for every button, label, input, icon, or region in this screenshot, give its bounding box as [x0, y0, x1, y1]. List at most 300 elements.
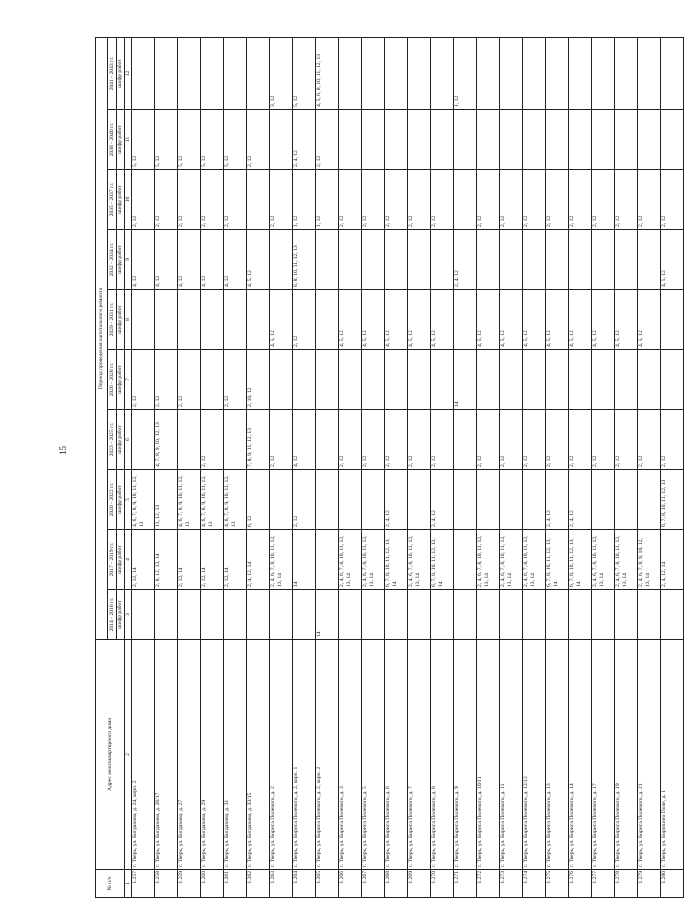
row-address: г. Тверь, ул. Бориса Полевого, д. 21: [638, 640, 661, 870]
work-code-cell: [454, 170, 477, 230]
work-code-cell: 2, 4, 6, 7, 8, 9, 10, 12, 13, 14: [638, 530, 661, 590]
work-code-cell: [316, 230, 339, 290]
row-number: 1.258: [155, 870, 178, 898]
work-code-cell: [454, 470, 477, 530]
work-code-cell: [615, 470, 638, 530]
work-code-cell: [661, 38, 684, 110]
work-code-cell: [155, 290, 178, 350]
work-code-cell: [500, 38, 523, 110]
header-period-group: Период проведения капитального ремонта: [96, 38, 108, 640]
work-code-cell: 2, 12, 14: [224, 530, 247, 590]
work-code-cell: 11, 12, 13: [155, 470, 178, 530]
work-code-cell: [592, 590, 615, 640]
work-code-cell: 2, 12: [661, 170, 684, 230]
work-code-cell: [615, 230, 638, 290]
row-number: 1.264: [293, 870, 316, 898]
work-code-cell: 2, 12: [155, 350, 178, 410]
work-code-cell: [316, 290, 339, 350]
work-code-cell: 2, 12: [408, 170, 431, 230]
column-number: 8: [125, 290, 132, 350]
row-number: 1.262: [247, 870, 270, 898]
page-number: 15: [58, 446, 68, 455]
work-code-cell: [661, 350, 684, 410]
work-code-cell: [408, 590, 431, 640]
work-code-cell: 2, 4, 12: [385, 470, 408, 530]
row-address: г. Тверь, ул. Бориса Полевого, д. 2, корп. 2: [316, 640, 339, 870]
table-row: [477, 38, 500, 898]
header-code: шифр работ: [117, 410, 125, 470]
work-code-cell: 2, 12: [270, 170, 293, 230]
work-code-cell: [500, 590, 523, 640]
work-code-cell: [316, 530, 339, 590]
work-code-cell: 2, 4, 6, 7, 8, 10, 11, 12, 13, 14: [523, 530, 546, 590]
row-number: 1.277: [592, 870, 615, 898]
work-code-cell: [638, 110, 661, 170]
work-code-cell: 2, 12: [385, 170, 408, 230]
work-code-cell: 4, 5, 12: [661, 230, 684, 290]
work-code-cell: 2, 12: [339, 170, 362, 230]
column-number: 9: [125, 230, 132, 290]
work-code-cell: 2, 4, 6, 7, 8, 10, 11, 12, 13, 14: [477, 530, 500, 590]
work-code-cell: 14: [316, 590, 339, 640]
work-code-cell: [477, 470, 500, 530]
work-code-cell: 2, 4, 12: [431, 470, 454, 530]
table-row: [408, 38, 431, 898]
table-row: [316, 38, 339, 898]
work-code-cell: [638, 38, 661, 110]
work-code-cell: 2, 8, 12, 13, 14: [155, 530, 178, 590]
work-code-cell: [155, 590, 178, 640]
work-code-cell: [477, 590, 500, 640]
work-code-cell: [316, 470, 339, 530]
work-code-cell: 2, 12: [385, 410, 408, 470]
table-row: [132, 38, 155, 898]
table-row: [615, 38, 638, 898]
work-code-cell: 2, 4, 12: [546, 470, 569, 530]
work-code-cell: 2, 12: [638, 410, 661, 470]
row-number: 1.260: [201, 870, 224, 898]
work-code-cell: 2, 12: [178, 350, 201, 410]
work-code-cell: [339, 38, 362, 110]
table-row: [224, 38, 247, 898]
work-code-cell: 6, 7, 8, 10, 11, 12, 13, 14: [431, 530, 454, 590]
work-code-cell: 4, 12: [132, 230, 155, 290]
work-code-cell: 2, 12: [523, 410, 546, 470]
work-code-cell: [546, 230, 569, 290]
work-code-cell: [247, 290, 270, 350]
row-address: г. Тверь, ул. Бориса Полевого, д. 5: [362, 640, 385, 870]
column-number: 10: [125, 170, 132, 230]
work-code-cell: 2, 4, 12: [454, 230, 477, 290]
table-row: [201, 38, 224, 898]
work-code-cell: 4, 5, 12: [569, 290, 592, 350]
work-code-cell: [224, 590, 247, 640]
row-address: г. Тверь, ул. Богданова, д. 33/15: [247, 640, 270, 870]
work-code-cell: [132, 38, 155, 110]
work-code-cell: [201, 290, 224, 350]
work-code-cell: [362, 350, 385, 410]
work-code-cell: [339, 470, 362, 530]
row-address: г. Тверь, ул. Бориса Полевого, д. 12/12: [523, 640, 546, 870]
work-code-cell: 5, 12: [201, 110, 224, 170]
work-code-cell: 2, 4, 12: [293, 110, 316, 170]
table-row: [339, 38, 362, 898]
work-code-cell: [201, 590, 224, 640]
work-code-cell: 2, 4, 6, 7, 8, 10, 11, 12, 13, 14: [362, 530, 385, 590]
work-code-cell: 4, 5, 12: [638, 290, 661, 350]
row-number: 1.261: [224, 870, 247, 898]
work-code-cell: 2, 12: [362, 410, 385, 470]
header-address: Адрес многоквартирного дома: [96, 640, 125, 870]
work-code-cell: 2, 12, 14: [201, 530, 224, 590]
row-number: 1.266: [339, 870, 362, 898]
work-code-cell: 5, 12: [132, 110, 155, 170]
header-code: шифр работ: [117, 170, 125, 230]
header-period: 2023 - 2025 гг.: [108, 410, 117, 470]
work-code-cell: 2, 12: [546, 410, 569, 470]
row-number: 1.267: [362, 870, 385, 898]
work-code-cell: [132, 290, 155, 350]
work-code-cell: 2, 4, 12, 14: [661, 530, 684, 590]
work-code-cell: 4, 5, 12: [615, 290, 638, 350]
work-code-cell: [546, 590, 569, 640]
work-code-cell: [385, 110, 408, 170]
work-code-cell: [178, 290, 201, 350]
work-code-cell: 2, 12: [224, 170, 247, 230]
header-code: шифр работ: [117, 110, 125, 170]
work-code-cell: 2, 10, 12: [247, 350, 270, 410]
table-row: [569, 38, 592, 898]
row-address: г. Тверь, ул. Бориса Полевого, д. 19: [615, 640, 638, 870]
row-address: г. Тверь, ул. Богданова, д. 26/17: [155, 640, 178, 870]
work-code-cell: [454, 110, 477, 170]
work-code-cell: [454, 290, 477, 350]
work-code-cell: 4, 6, 7, 8, 9, 10, 11, 12, 13: [178, 470, 201, 530]
row-number: 1.263: [270, 870, 293, 898]
work-code-cell: [638, 230, 661, 290]
row-address: г. Тверь, ул. Бориса Полевого, д. 13: [546, 640, 569, 870]
work-code-cell: 2, 12: [155, 170, 178, 230]
work-code-cell: [431, 350, 454, 410]
header-code: шифр работ: [117, 350, 125, 410]
row-number: 1.270: [431, 870, 454, 898]
work-code-cell: 2, 12: [408, 410, 431, 470]
row-address: г. Тверь, ул. Бориса Полевого, д. 7: [408, 640, 431, 870]
work-code-cell: 2, 12: [638, 170, 661, 230]
row-address: г. Тверь, ул. Бориса Полевого, д. 3: [339, 640, 362, 870]
column-number: 3: [125, 590, 132, 640]
row-address: г. Тверь, ул. Богданова, д. 27: [178, 640, 201, 870]
work-code-cell: 2, 12: [362, 170, 385, 230]
work-code-cell: [385, 38, 408, 110]
work-code-cell: [270, 470, 293, 530]
work-code-cell: [339, 350, 362, 410]
row-number: 1.257: [132, 870, 155, 898]
work-code-cell: [592, 350, 615, 410]
work-code-cell: 5, 12: [178, 110, 201, 170]
work-code-cell: [523, 230, 546, 290]
work-code-cell: 2, 12: [523, 170, 546, 230]
work-code-cell: 2, 4, 12, 14: [247, 530, 270, 590]
work-code-cell: 4, 6, 7, 8, 9, 10, 11, 12, 13: [224, 470, 247, 530]
work-code-cell: [408, 38, 431, 110]
work-code-cell: [178, 410, 201, 470]
row-address: г. Тверь, ул. Бориса Полевого, д. 8: [431, 640, 454, 870]
row-address: г. Тверь, ул. Бориса Полевого, д. 11: [500, 640, 523, 870]
row-address: г. Тверь, ул. Бориса Полевого, д. 14: [569, 640, 592, 870]
row-number: 1.278: [615, 870, 638, 898]
column-number: 12: [125, 38, 132, 110]
work-code-cell: 1, 12: [293, 170, 316, 230]
work-code-cell: 2, 4, 6, 7, 8, 10, 11, 12, 13, 14: [408, 530, 431, 590]
work-code-cell: 6, 12: [247, 470, 270, 530]
header-period: 2032 - 2034 гг.: [108, 230, 117, 290]
work-code-cell: [247, 170, 270, 230]
work-code-cell: 4, 5, 12: [408, 290, 431, 350]
work-code-cell: 2, 12: [615, 170, 638, 230]
work-code-cell: 2, 12: [546, 170, 569, 230]
work-code-cell: 4, 5, 12: [270, 290, 293, 350]
work-code-cell: 2, 4, 12: [569, 470, 592, 530]
column-number: 7: [125, 350, 132, 410]
work-code-cell: 4, 5, 12: [592, 290, 615, 350]
work-code-cell: 5, 12: [224, 110, 247, 170]
work-code-cell: [477, 350, 500, 410]
table-row: [523, 38, 546, 898]
work-code-cell: [454, 410, 477, 470]
row-address: г. Тверь, ул. Бориса Полевого, д. 2: [270, 640, 293, 870]
table-row: [638, 38, 661, 898]
table-row: [293, 38, 316, 898]
header-period: 2026 - 2028 гг.: [108, 350, 117, 410]
work-code-cell: [638, 350, 661, 410]
work-code-cell: 2, 12: [661, 410, 684, 470]
work-code-cell: [661, 110, 684, 170]
work-code-cell: [500, 230, 523, 290]
row-number: 1.271: [454, 870, 477, 898]
work-code-cell: [316, 410, 339, 470]
work-code-cell: 2, 4, 6, 7, 8, 10, 11, 12, 13, 14: [339, 530, 362, 590]
table-body: [132, 38, 684, 898]
header-num: № п/п: [96, 870, 125, 898]
work-code-cell: [454, 530, 477, 590]
work-code-cell: [546, 110, 569, 170]
work-code-cell: 2, 12: [178, 170, 201, 230]
work-code-cell: 4, 5, 12: [362, 290, 385, 350]
work-code-cell: [615, 590, 638, 640]
row-number: 1.259: [178, 870, 201, 898]
work-code-cell: [638, 470, 661, 530]
work-code-cell: [615, 350, 638, 410]
row-address: г. Тверь, ул. Бориса Полевого, д. 2, корп. 1: [293, 640, 316, 870]
work-code-cell: [615, 38, 638, 110]
work-code-cell: [224, 38, 247, 110]
work-code-cell: [339, 110, 362, 170]
header-period: 2038 - 2040 гг.: [108, 110, 117, 170]
work-code-cell: 2, 4, 6, 7, 8, 10, 11, 12, 13, 14: [615, 530, 638, 590]
table-row: [500, 38, 523, 898]
row-number: 1.268: [385, 870, 408, 898]
work-code-cell: [523, 470, 546, 530]
work-code-cell: 2, 12: [615, 410, 638, 470]
work-code-cell: [431, 590, 454, 640]
row-address: г. Тверь, ул. Бориса Полевого, д. 17: [592, 640, 615, 870]
work-code-cell: [638, 590, 661, 640]
work-code-cell: 6, 8, 10, 11, 12, 13: [293, 230, 316, 290]
work-code-cell: 4, 5, 12: [247, 230, 270, 290]
work-code-cell: 1, 12: [454, 38, 477, 110]
header-code: шифр работ: [117, 230, 125, 290]
work-code-cell: [569, 350, 592, 410]
row-address: г. Тверь, ул. Богданова, д. 31: [224, 640, 247, 870]
work-code-cell: 2, 12: [224, 350, 247, 410]
work-code-cell: 4, 12: [201, 230, 224, 290]
row-address: г. Тверь, ул. Богданова, д. 29: [201, 640, 224, 870]
work-code-cell: [523, 110, 546, 170]
work-code-cell: 2, 12: [339, 410, 362, 470]
header-code: шифр работ: [117, 38, 125, 110]
work-code-cell: [385, 230, 408, 290]
header-code: шифр работ: [117, 530, 125, 590]
work-code-cell: [569, 230, 592, 290]
work-code-cell: 4, 5, 12: [546, 290, 569, 350]
column-number: 1: [125, 870, 132, 898]
row-number: 1.274: [523, 870, 546, 898]
work-code-cell: 2, 12: [477, 410, 500, 470]
table-row: [661, 38, 684, 898]
work-code-cell: [592, 38, 615, 110]
work-code-cell: [431, 230, 454, 290]
work-code-cell: 2, 12: [569, 170, 592, 230]
work-code-cell: [270, 590, 293, 640]
work-code-cell: 2, 12: [270, 410, 293, 470]
work-code-cell: [224, 290, 247, 350]
header-code: шифр работ: [117, 590, 125, 640]
work-code-cell: 7, 8, 9, 11, 12, 13: [247, 410, 270, 470]
work-code-cell: 2, 12: [201, 410, 224, 470]
work-code-cell: [523, 350, 546, 410]
work-code-cell: 6, 7, 8, 10, 11, 12, 13, 14: [569, 530, 592, 590]
table-row: [592, 38, 615, 898]
work-code-cell: [362, 230, 385, 290]
row-address: г. Тверь, ул. Бориса Полевого, д. 10/11: [477, 640, 500, 870]
work-code-cell: [546, 38, 569, 110]
row-number: 1.265: [316, 870, 339, 898]
work-code-cell: 4, 12: [155, 230, 178, 290]
work-code-cell: 2, 12: [431, 170, 454, 230]
row-number: 1.272: [477, 870, 500, 898]
work-code-cell: [500, 470, 523, 530]
work-code-cell: 5, 12: [293, 38, 316, 110]
work-code-cell: 2, 12: [477, 170, 500, 230]
work-code-cell: [500, 350, 523, 410]
header-period: 2035 - 2037 гг.: [108, 170, 117, 230]
work-code-cell: [592, 470, 615, 530]
work-code-cell: 2, 12, 14: [132, 530, 155, 590]
work-code-cell: [247, 38, 270, 110]
work-code-cell: [408, 110, 431, 170]
work-code-cell: 4, 5, 12: [339, 290, 362, 350]
work-code-cell: [592, 110, 615, 170]
work-code-cell: 6, 7, 8, 10, 11, 12, 13: [661, 470, 684, 530]
work-code-cell: [661, 290, 684, 350]
work-code-cell: 2, 12: [201, 170, 224, 230]
row-number: 1.275: [546, 870, 569, 898]
table-row: [247, 38, 270, 898]
work-code-cell: [362, 590, 385, 640]
header-code: шифр работ: [117, 470, 125, 530]
work-code-cell: 4, 5, 12: [523, 290, 546, 350]
work-code-cell: [385, 590, 408, 640]
work-code-cell: 4, 5, 12: [500, 290, 523, 350]
work-code-cell: [132, 590, 155, 640]
work-code-cell: [362, 38, 385, 110]
work-code-cell: [592, 230, 615, 290]
row-number: 1.280: [661, 870, 684, 898]
work-code-cell: 4, 5, 12: [477, 290, 500, 350]
work-code-cell: [293, 350, 316, 410]
work-code-cell: 2, 12: [592, 170, 615, 230]
column-number: 6: [125, 410, 132, 470]
work-code-cell: [477, 110, 500, 170]
work-code-cell: [132, 410, 155, 470]
row-address: г. Тверь, ул. Бориса Полевого, д. 9: [454, 640, 477, 870]
work-code-cell: 4, 12: [293, 410, 316, 470]
work-code-cell: [201, 38, 224, 110]
row-number: 1.279: [638, 870, 661, 898]
work-code-cell: [201, 350, 224, 410]
work-code-cell: [500, 110, 523, 170]
work-code-cell: 2, 12: [569, 410, 592, 470]
table-row: [155, 38, 178, 898]
work-code-cell: [362, 470, 385, 530]
row-number: 1.273: [500, 870, 523, 898]
work-code-cell: 2, 12: [500, 170, 523, 230]
header-period: 2029 - 2031 гг.: [108, 290, 117, 350]
work-code-cell: [408, 230, 431, 290]
row-address: г. Тверь, ул. Богданова, д. 24, корп. 2: [132, 640, 155, 870]
work-code-cell: [316, 350, 339, 410]
work-code-cell: 14: [454, 350, 477, 410]
work-code-cell: 2, 4, 6, 7, 8, 10, 11, 12, 13, 14: [270, 530, 293, 590]
work-code-cell: [385, 350, 408, 410]
table-row: [431, 38, 454, 898]
work-code-cell: 2, 12: [431, 410, 454, 470]
work-code-cell: 2, 12: [293, 290, 316, 350]
work-code-cell: 5, 12: [155, 110, 178, 170]
work-code-cell: 2, 12: [293, 470, 316, 530]
work-code-cell: [270, 230, 293, 290]
work-code-cell: 2, 12: [500, 410, 523, 470]
work-code-cell: [523, 590, 546, 640]
work-code-cell: 4, 6, 7, 8, 9, 10, 11, 12, 13: [201, 470, 224, 530]
work-code-cell: [454, 590, 477, 640]
work-code-cell: [339, 230, 362, 290]
work-code-cell: [293, 590, 316, 640]
work-code-cell: 2, 4, 6, 7, 8, 10, 11, 12, 13, 14: [500, 530, 523, 590]
work-code-cell: 2, 12: [592, 410, 615, 470]
work-code-cell: [247, 590, 270, 640]
row-number: 1.269: [408, 870, 431, 898]
table-row: [546, 38, 569, 898]
work-code-cell: [408, 350, 431, 410]
work-code-cell: [477, 38, 500, 110]
work-code-cell: 2, 12: [132, 350, 155, 410]
work-code-cell: [155, 38, 178, 110]
work-code-cell: [362, 110, 385, 170]
work-code-cell: 2, 12: [132, 170, 155, 230]
work-code-cell: 4, 7, 8, 9, 10, 12, 13: [155, 410, 178, 470]
